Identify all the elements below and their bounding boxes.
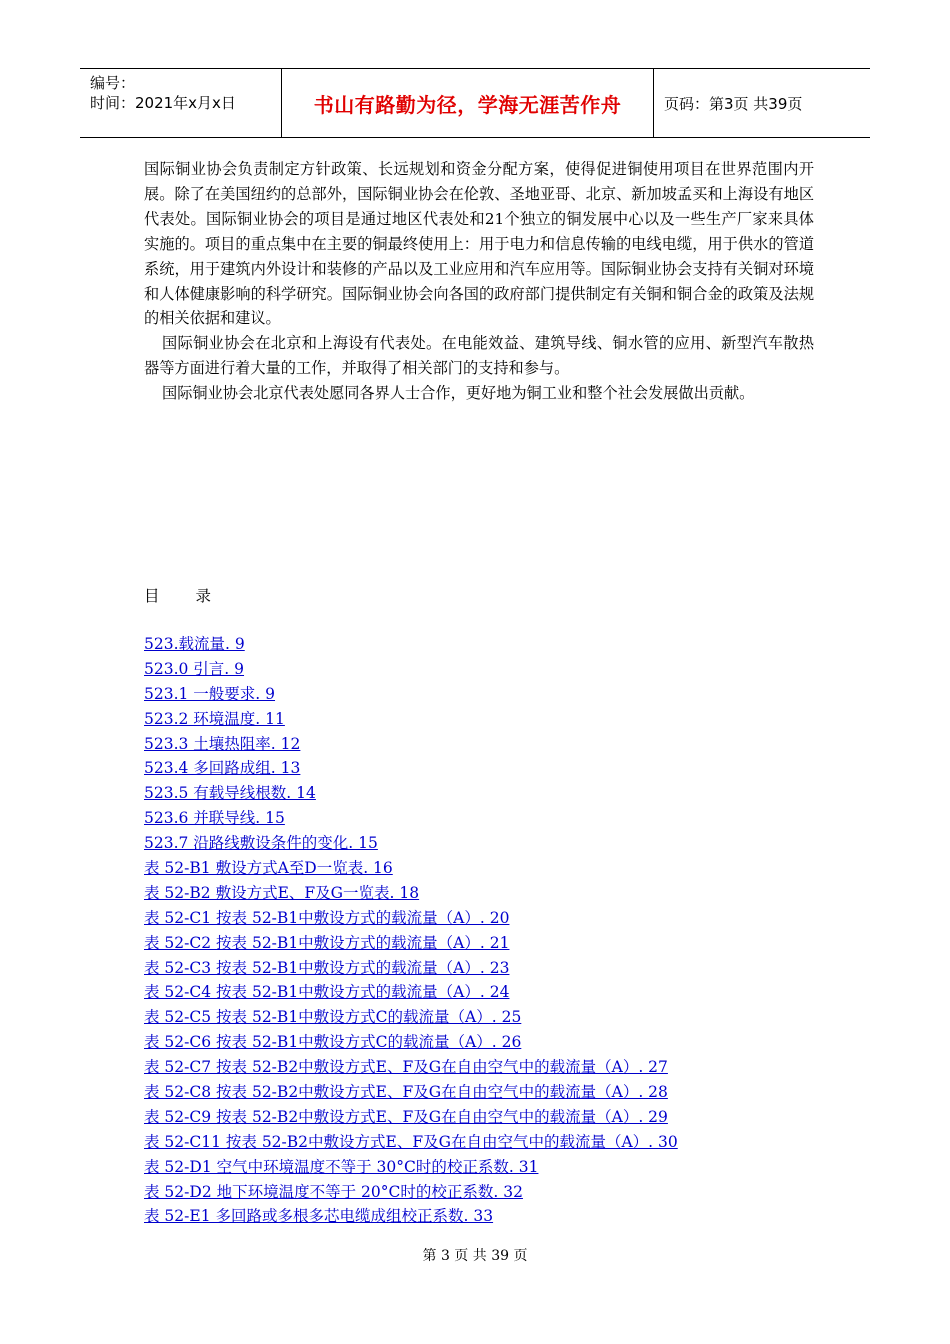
toc-entry	[144, 1080, 844, 1105]
toc-link[interactable]: 表 52-C7 按表 52-B2中敷设方式E、F及G在自由空气中的载流量（A）. 27	[144, 1058, 668, 1077]
toc-link[interactable]: 523.载流量. 9	[144, 635, 245, 653]
toc-entry	[144, 906, 844, 931]
toc-link[interactable]: 表 52-B1 敷设方式A至D一览表. 16	[144, 859, 393, 878]
toc-link[interactable]: 523.3 土壤热阻率. 12	[144, 734, 301, 753]
toc-entry	[144, 881, 844, 906]
toc-link[interactable]: 表 52-C9 按表 52-B2中敷设方式E、F及G在自由空气中的载流量（A）. 29	[144, 1107, 668, 1126]
toc-entry	[144, 980, 844, 1005]
page-code: 页码：第3页 共39页	[664, 94, 803, 113]
toc-entry	[144, 1204, 844, 1229]
toc-entry	[144, 856, 844, 881]
header-meta-cell	[80, 69, 282, 137]
toc-entry	[144, 781, 844, 806]
toc-link[interactable]: 表 52-D1 空气中环境温度不等于 30°C时的校正系数. 31	[144, 1157, 539, 1176]
toc-link[interactable]: 表 52-E1 多回路或多根多芯电缆成组校正系数. 33	[144, 1207, 494, 1226]
toc-entry	[144, 931, 844, 956]
toc-entry	[144, 806, 844, 831]
toc-entry	[144, 1155, 844, 1180]
toc-entry	[144, 732, 844, 757]
paragraph: 国际铜业协会北京代表处愿同各界人士合作，更好地为铜工业和整个社会发展做出贡献。	[162, 384, 755, 403]
toc-link[interactable]: 表 52-C6 按表 52-B1中敷设方式C的载流量（A）. 26	[144, 1033, 522, 1052]
toc-entry	[144, 632, 844, 657]
toc-entry	[144, 1105, 844, 1130]
toc-link[interactable]: 523.7 沿路线敷设条件的变化. 15	[144, 834, 378, 853]
paragraph: 国际铜业协会在北京和上海设有代表处。在电能效益、建筑导线、铜水管的应用、新型汽车散热器等方面进行着大量的工作，并取得了相关部门的支持和参与。	[144, 334, 814, 378]
toc-link[interactable]: 表 52-C3 按表 52-B1中敷设方式的载流量（A）. 23	[144, 958, 510, 977]
toc-link[interactable]: 523.5 有载导线根数. 14	[144, 784, 316, 803]
table-of-contents	[144, 632, 844, 1229]
toc-entry	[144, 707, 844, 732]
toc-link[interactable]: 523.2 环境温度. 11	[144, 709, 285, 728]
toc-title	[144, 584, 211, 606]
toc-entry	[144, 682, 844, 707]
time-label: 时间：2021年x月x日	[90, 94, 236, 112]
motto-text: 书山有路勤为径，学海无涯苦作舟	[313, 92, 622, 117]
toc-link[interactable]: 表 52-B2 敷设方式E、F及G一览表. 18	[144, 883, 420, 902]
toc-link[interactable]: 523.0 引言. 9	[144, 659, 245, 678]
header-motto-cell	[282, 69, 654, 137]
toc-link[interactable]: 523.1 一般要求. 9	[144, 684, 276, 703]
toc-entry	[144, 657, 844, 682]
toc-entry	[144, 1030, 844, 1055]
toc-entry	[144, 1005, 844, 1030]
document-header	[80, 68, 870, 138]
toc-link[interactable]: 表 52-C2 按表 52-B1中敷设方式的载流量（A）. 21	[144, 933, 510, 952]
toc-link[interactable]: 523.6 并联导线. 15	[144, 809, 285, 828]
footer-page-number: 第 3 页 共 39 页	[422, 1248, 528, 1264]
toc-link[interactable]: 表 52-C1 按表 52-B1中敷设方式的载流量（A）. 20	[144, 908, 510, 927]
toc-entry	[144, 1055, 844, 1080]
page-footer	[0, 1245, 950, 1265]
paragraph: 国际铜业协会负责制定方针政策、长远规划和资金分配方案，使得促进铜使用项目在世界范围内开展。除了在美国纽约的总部外，国际铜业协会在伦敦、圣地亚哥、北京、新加坡孟买和上海设有地区代表处。国际铜业协会的项目是通过地区代表处和21个独立的铜发展中心以及一些生产厂家来具体实施的。项目的重点集中在主要的铜最终使用上：用于电力和信息传输的电线电缆，用于供水的管道系统，用于建筑内外设计和装修的产品以及工业应用和汽车应用等。国际铜业协会支持有关铜对环境和人体健康影响的科学研究。国际铜业协会向各国的政府部门提供制定有关铜和铜合金的政策及法规的相关依据和建议。	[144, 160, 814, 328]
toc-link[interactable]: 表 52-D2 地下环境温度不等于 20°C时的校正系数. 32	[144, 1182, 523, 1201]
number-label: 编号：	[90, 74, 136, 92]
toc-link[interactable]: 表 52-C8 按表 52-B2中敷设方式E、F及G在自由空气中的载流量（A）. 28	[144, 1083, 668, 1102]
toc-link[interactable]: 表 52-C11 按表 52-B2中敷设方式E、F及G在自由空气中的载流量（A）. 30	[144, 1132, 678, 1151]
toc-link[interactable]: 523.4 多回路成组. 13	[144, 759, 301, 778]
header-page-cell	[654, 69, 870, 137]
toc-entry	[144, 1130, 844, 1155]
toc-entry	[144, 956, 844, 981]
toc-entry	[144, 831, 844, 856]
toc-title-right: 录	[195, 587, 212, 605]
toc-entry	[144, 756, 844, 781]
toc-title-left: 目	[144, 587, 160, 605]
body-text	[144, 157, 814, 406]
toc-link[interactable]: 表 52-C4 按表 52-B1中敷设方式的载流量（A）. 24	[144, 983, 510, 1002]
toc-entry	[144, 1180, 844, 1205]
toc-link[interactable]: 表 52-C5 按表 52-B1中敷设方式C的载流量（A）. 25	[144, 1008, 522, 1027]
